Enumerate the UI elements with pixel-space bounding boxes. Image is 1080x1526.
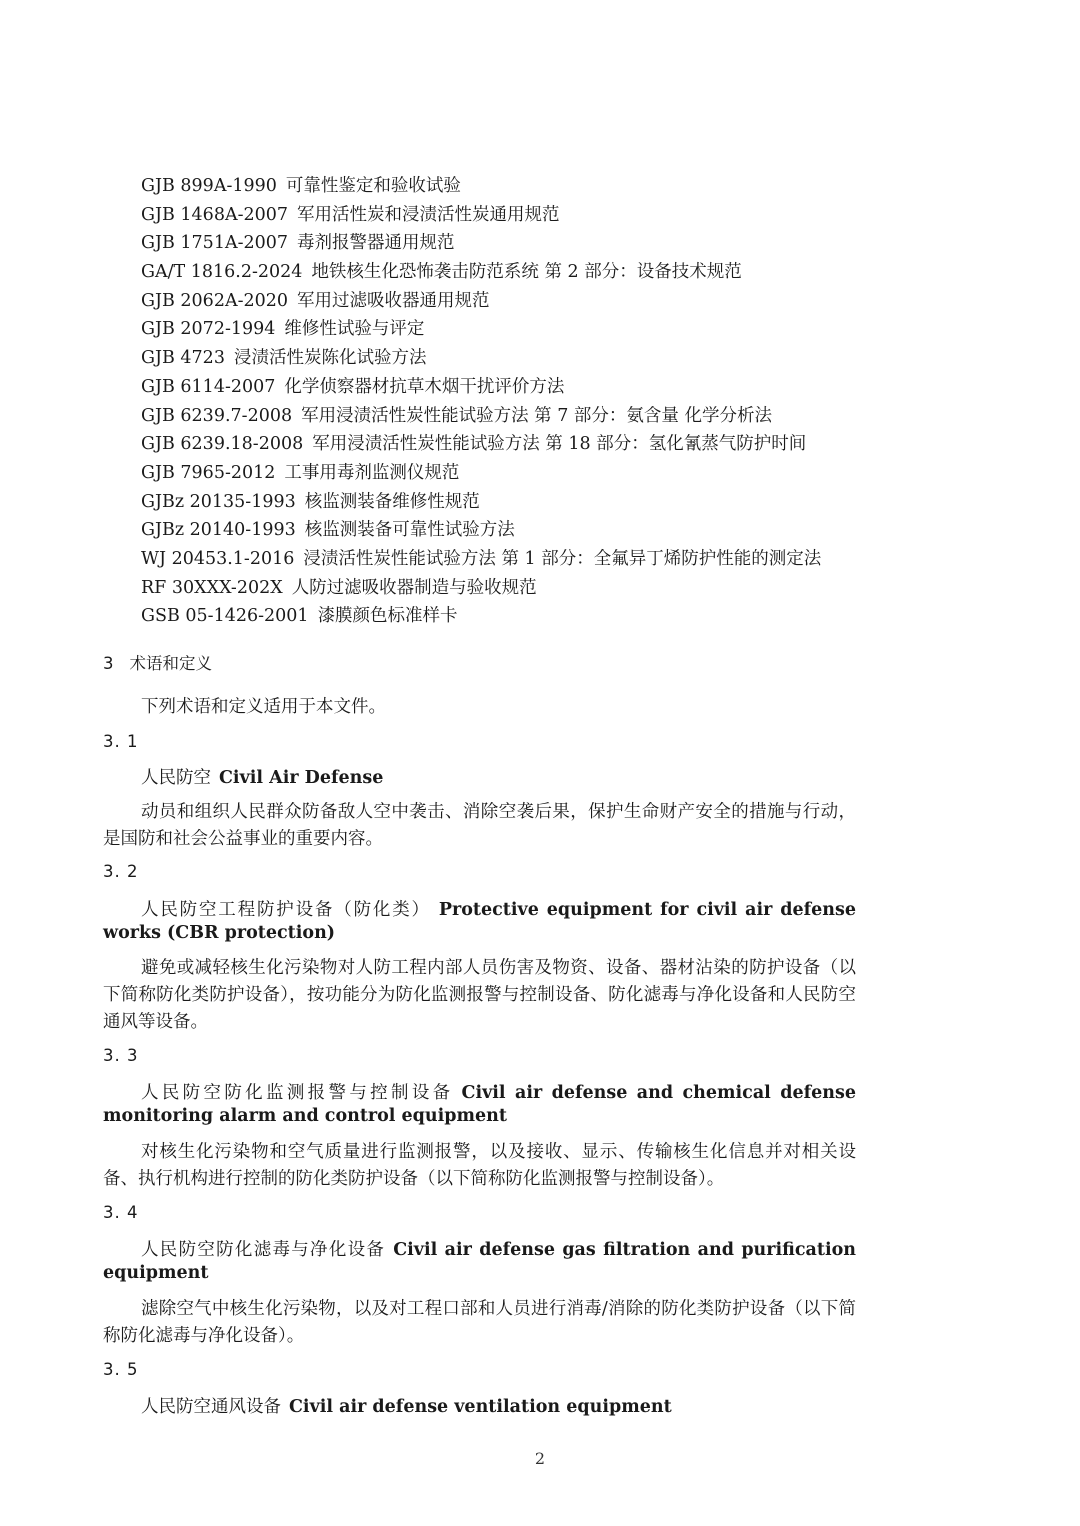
reference-item — [141, 172, 821, 201]
reference-item — [141, 402, 821, 431]
reference-title: 漆膜颜色标准样卡 — [317, 606, 458, 627]
reference-item — [141, 373, 821, 402]
reference-item — [141, 287, 821, 316]
reference-title: 核监测装备维修性规范 — [304, 491, 480, 512]
reference-code: GJB 1468A-2007 — [141, 204, 289, 225]
section-number: 3 — [103, 654, 114, 673]
reference-item — [141, 574, 821, 603]
term-heading — [103, 1082, 856, 1128]
reference-item — [141, 315, 821, 344]
term-chinese: 人民防空防化监测报警与控制设备 — [141, 1083, 454, 1103]
reference-item — [141, 258, 821, 287]
term-chinese: 人民防空防化滤毒与净化设备 — [141, 1240, 386, 1260]
reference-title: 地铁核生化恐怖袭击防范系统 第 2 部分：设备技术规范 — [311, 262, 742, 283]
reference-title: 军用浸渍活性炭性能试验方法 第 7 部分：氨含量 化学分析法 — [301, 405, 772, 426]
section-title: 术语和定义 — [129, 654, 212, 673]
reference-code: GJB 899A-1990 — [141, 176, 277, 196]
reference-code: WJ 20453.1-2016 — [141, 548, 295, 569]
term-definition: 动员和组织人民群众防备敌人空中袭击、消除空袭后果，保护生命财产安全的措施与行动，是国防和社会公益事业的重要内容。 — [103, 802, 856, 849]
term-number: 3. 2 — [103, 862, 139, 881]
term-english: Protective equipment for civil air defense works (CBR protection) — [103, 900, 856, 943]
reference-title: 核监测装备可靠性试验方法 — [304, 520, 515, 541]
reference-item — [141, 459, 821, 488]
term-definition: 避免或减轻核生化污染物对人防工程内部人员伤害及物资、设备、器材沾染的防护设备（以下简称防化类防护设备），按功能分为防化监测报警与控制设备、防化滤毒与净化设备和人民防空通风等设备。 — [103, 958, 856, 1032]
normative-references-list — [141, 172, 821, 631]
reference-code: GJBz 20135-1993 — [141, 491, 296, 512]
term-heading — [103, 1396, 856, 1419]
reference-code: GA/T 1816.2-2024 — [141, 262, 303, 283]
term-number: 3. 4 — [103, 1203, 139, 1222]
term-heading — [103, 1239, 856, 1285]
term-definition: 对核生化污染物和空气质量进行监测报警，以及接收、显示、传输核生化信息并对相关设备、执行机构进行控制的防化类防护设备（以下简称防化监测报警与控制设备）。 — [103, 1142, 856, 1189]
reference-item — [141, 545, 821, 574]
reference-code: GJB 6239.7-2008 — [141, 405, 293, 426]
term-chinese: 人民防空通风设备 — [141, 1397, 281, 1417]
term-english: Civil air defense ventilation equipment — [289, 1397, 672, 1417]
term-number: 3. 5 — [103, 1360, 139, 1379]
term-english: Civil Air Defense — [219, 768, 384, 788]
term-heading — [103, 767, 856, 790]
term-chinese: 人民防空工程防护设备（防化类） — [141, 900, 431, 920]
reference-item — [141, 229, 821, 258]
reference-code: GJB 6114-2007 — [141, 376, 276, 397]
reference-item — [141, 430, 821, 459]
term-heading — [103, 899, 856, 945]
term-english: Civil air defense and chemical defense monitoring alarm and control equipment — [103, 1083, 856, 1126]
reference-title: 军用浸渍活性炭性能试验方法 第 18 部分：氢化氰蒸气防护时间 — [312, 434, 807, 455]
reference-title: 浸渍活性炭性能试验方法 第 1 部分：全氟异丁烯防护性能的测定法 — [303, 548, 822, 569]
term-number: 3. 1 — [103, 732, 139, 751]
reference-title: 可靠性鉴定和验收试验 — [285, 176, 461, 196]
reference-code: GSB 05-1426-2001 — [141, 606, 309, 627]
reference-title: 工事用毒剂监测仪规范 — [284, 462, 460, 483]
term-definition: 滤除空气中核生化污染物，以及对工程口部和人员进行消毒/消除的防化类防护设备（以下简称防化滤毒与净化设备）。 — [103, 1299, 856, 1346]
reference-item — [141, 602, 821, 631]
term-number: 3. 3 — [103, 1046, 139, 1065]
reference-title: 化学侦察器材抗草木烟干扰评价方法 — [284, 376, 565, 397]
reference-title: 浸渍活性炭陈化试验方法 — [233, 348, 427, 369]
reference-code: GJB 6239.18-2008 — [141, 434, 304, 455]
reference-title: 军用活性炭和浸渍活性炭通用规范 — [297, 204, 560, 225]
reference-code: GJB 4723 — [141, 348, 225, 369]
reference-code: GJB 1751A-2007 — [141, 233, 289, 254]
reference-title: 维修性试验与评定 — [284, 319, 425, 340]
reference-item — [141, 201, 821, 230]
reference-title: 军用过滤吸收器通用规范 — [297, 290, 490, 311]
reference-code: GJBz 20140-1993 — [141, 520, 296, 541]
reference-item — [141, 344, 821, 373]
reference-code: GJB 2062A-2020 — [141, 290, 289, 311]
reference-code: GJB 7965-2012 — [141, 462, 276, 483]
reference-code: GJB 2072-1994 — [141, 319, 276, 340]
page-number: 2 — [534, 1449, 546, 1468]
reference-item — [141, 516, 821, 545]
reference-title: 人防过滤吸收器制造与验收规范 — [291, 577, 537, 598]
reference-title: 毒剂报警器通用规范 — [297, 233, 455, 254]
term-english: Civil air defense gas filtration and purification equipment — [103, 1240, 856, 1283]
section-heading — [103, 650, 856, 674]
term-chinese: 人民防空 — [141, 768, 211, 788]
reference-code: RF 30XXX-202X — [141, 577, 283, 598]
section-intro: 下列术语和定义适用于本文件。 — [141, 697, 386, 717]
reference-item — [141, 488, 821, 517]
